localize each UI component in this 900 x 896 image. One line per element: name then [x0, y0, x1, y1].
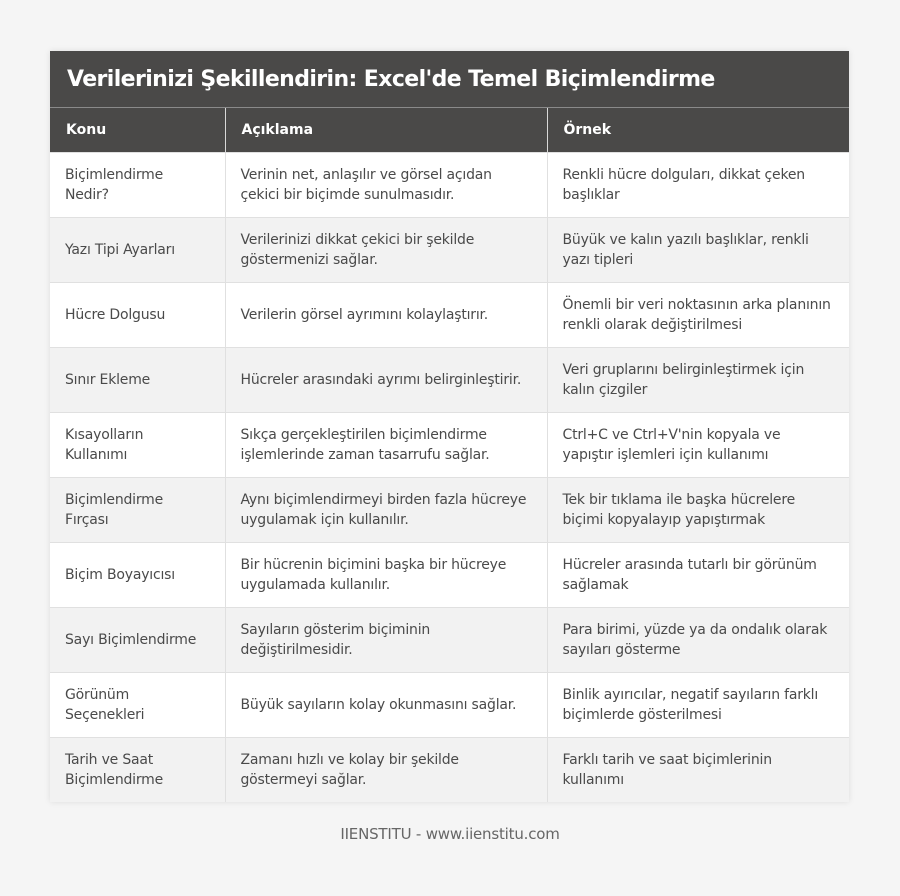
- cell-topic: Görünüm Seçenekleri: [50, 672, 225, 737]
- cell-example: Tek bir tıklama ile başka hücrelere biçimi kopyalayıp yapıştırmak: [547, 477, 849, 542]
- cell-description: Sıkça gerçekleştirilen biçimlendirme işlemlerinde zaman tasarrufu sağlar.: [225, 412, 547, 477]
- cell-description: Zamanı hızlı ve kolay bir şekilde göstermeyi sağlar.: [225, 737, 547, 802]
- cell-example: Ctrl+C ve Ctrl+V'nin kopyala ve yapıştır işlemleri için kullanımı: [547, 412, 849, 477]
- cell-example: Hücreler arasında tutarlı bir görünüm sağlamak: [547, 542, 849, 607]
- table-header-row: [50, 108, 849, 152]
- table-row: [50, 477, 849, 542]
- cell-topic: Biçim Boyayıcısı: [50, 542, 225, 607]
- cell-example: Büyük ve kalın yazılı başlıklar, renkli yazı tipleri: [547, 217, 849, 282]
- table-row: [50, 152, 849, 217]
- table-row: [50, 542, 849, 607]
- cell-description: Hücreler arasındaki ayrımı belirginleştirir.: [225, 347, 547, 412]
- table-row: [50, 672, 849, 737]
- cell-topic: Sayı Biçimlendirme: [50, 607, 225, 672]
- cell-example: Farklı tarih ve saat biçimlerinin kullanımı: [547, 737, 849, 802]
- cell-topic: Biçimlendirme Nedir?: [50, 152, 225, 217]
- cell-example: Önemli bir veri noktasının arka planının renkli olarak değiştirilmesi: [547, 282, 849, 347]
- cell-topic: Kısayolların Kullanımı: [50, 412, 225, 477]
- table-row: [50, 412, 849, 477]
- table-row: [50, 737, 849, 802]
- cell-description: Bir hücrenin biçimini başka bir hücreye uygulamada kullanılır.: [225, 542, 547, 607]
- cell-topic: Hücre Dolgusu: [50, 282, 225, 347]
- cell-example: Veri gruplarını belirginleştirmek için kalın çizgiler: [547, 347, 849, 412]
- cell-example: Renkli hücre dolguları, dikkat çeken başlıklar: [547, 152, 849, 217]
- cell-example: Para birimi, yüzde ya da ondalık olarak sayıları gösterme: [547, 607, 849, 672]
- footer-credit: IIENSTITU - www.iienstitu.com: [340, 825, 560, 843]
- table-card: [50, 51, 849, 802]
- table-row: [50, 217, 849, 282]
- formatting-table: [50, 108, 849, 802]
- page-title: Verilerinizi Şekillendirin: Excel'de Temel Biçimlendirme: [50, 51, 849, 108]
- column-header-aciklama: Açıklama: [225, 108, 547, 152]
- column-header-konu: Konu: [50, 108, 225, 152]
- cell-description: Verinin net, anlaşılır ve görsel açıdan çekici bir biçimde sunulmasıdır.: [225, 152, 547, 217]
- column-header-ornek: Örnek: [547, 108, 849, 152]
- cell-topic: Yazı Tipi Ayarları: [50, 217, 225, 282]
- table-row: [50, 282, 849, 347]
- cell-description: Aynı biçimlendirmeyi birden fazla hücreye uygulamak için kullanılır.: [225, 477, 547, 542]
- cell-description: Büyük sayıların kolay okunmasını sağlar.: [225, 672, 547, 737]
- cell-topic: Sınır Ekleme: [50, 347, 225, 412]
- cell-example: Binlik ayırıcılar, negatif sayıların farklı biçimlerde gösterilmesi: [547, 672, 849, 737]
- table-row: [50, 347, 849, 412]
- cell-description: Sayıların gösterim biçiminin değiştirilmesidir.: [225, 607, 547, 672]
- cell-description: Verilerinizi dikkat çekici bir şekilde göstermenizi sağlar.: [225, 217, 547, 282]
- table-row: [50, 607, 849, 672]
- cell-description: Verilerin görsel ayrımını kolaylaştırır.: [225, 282, 547, 347]
- cell-topic: Biçimlendirme Fırçası: [50, 477, 225, 542]
- cell-topic: Tarih ve Saat Biçimlendirme: [50, 737, 225, 802]
